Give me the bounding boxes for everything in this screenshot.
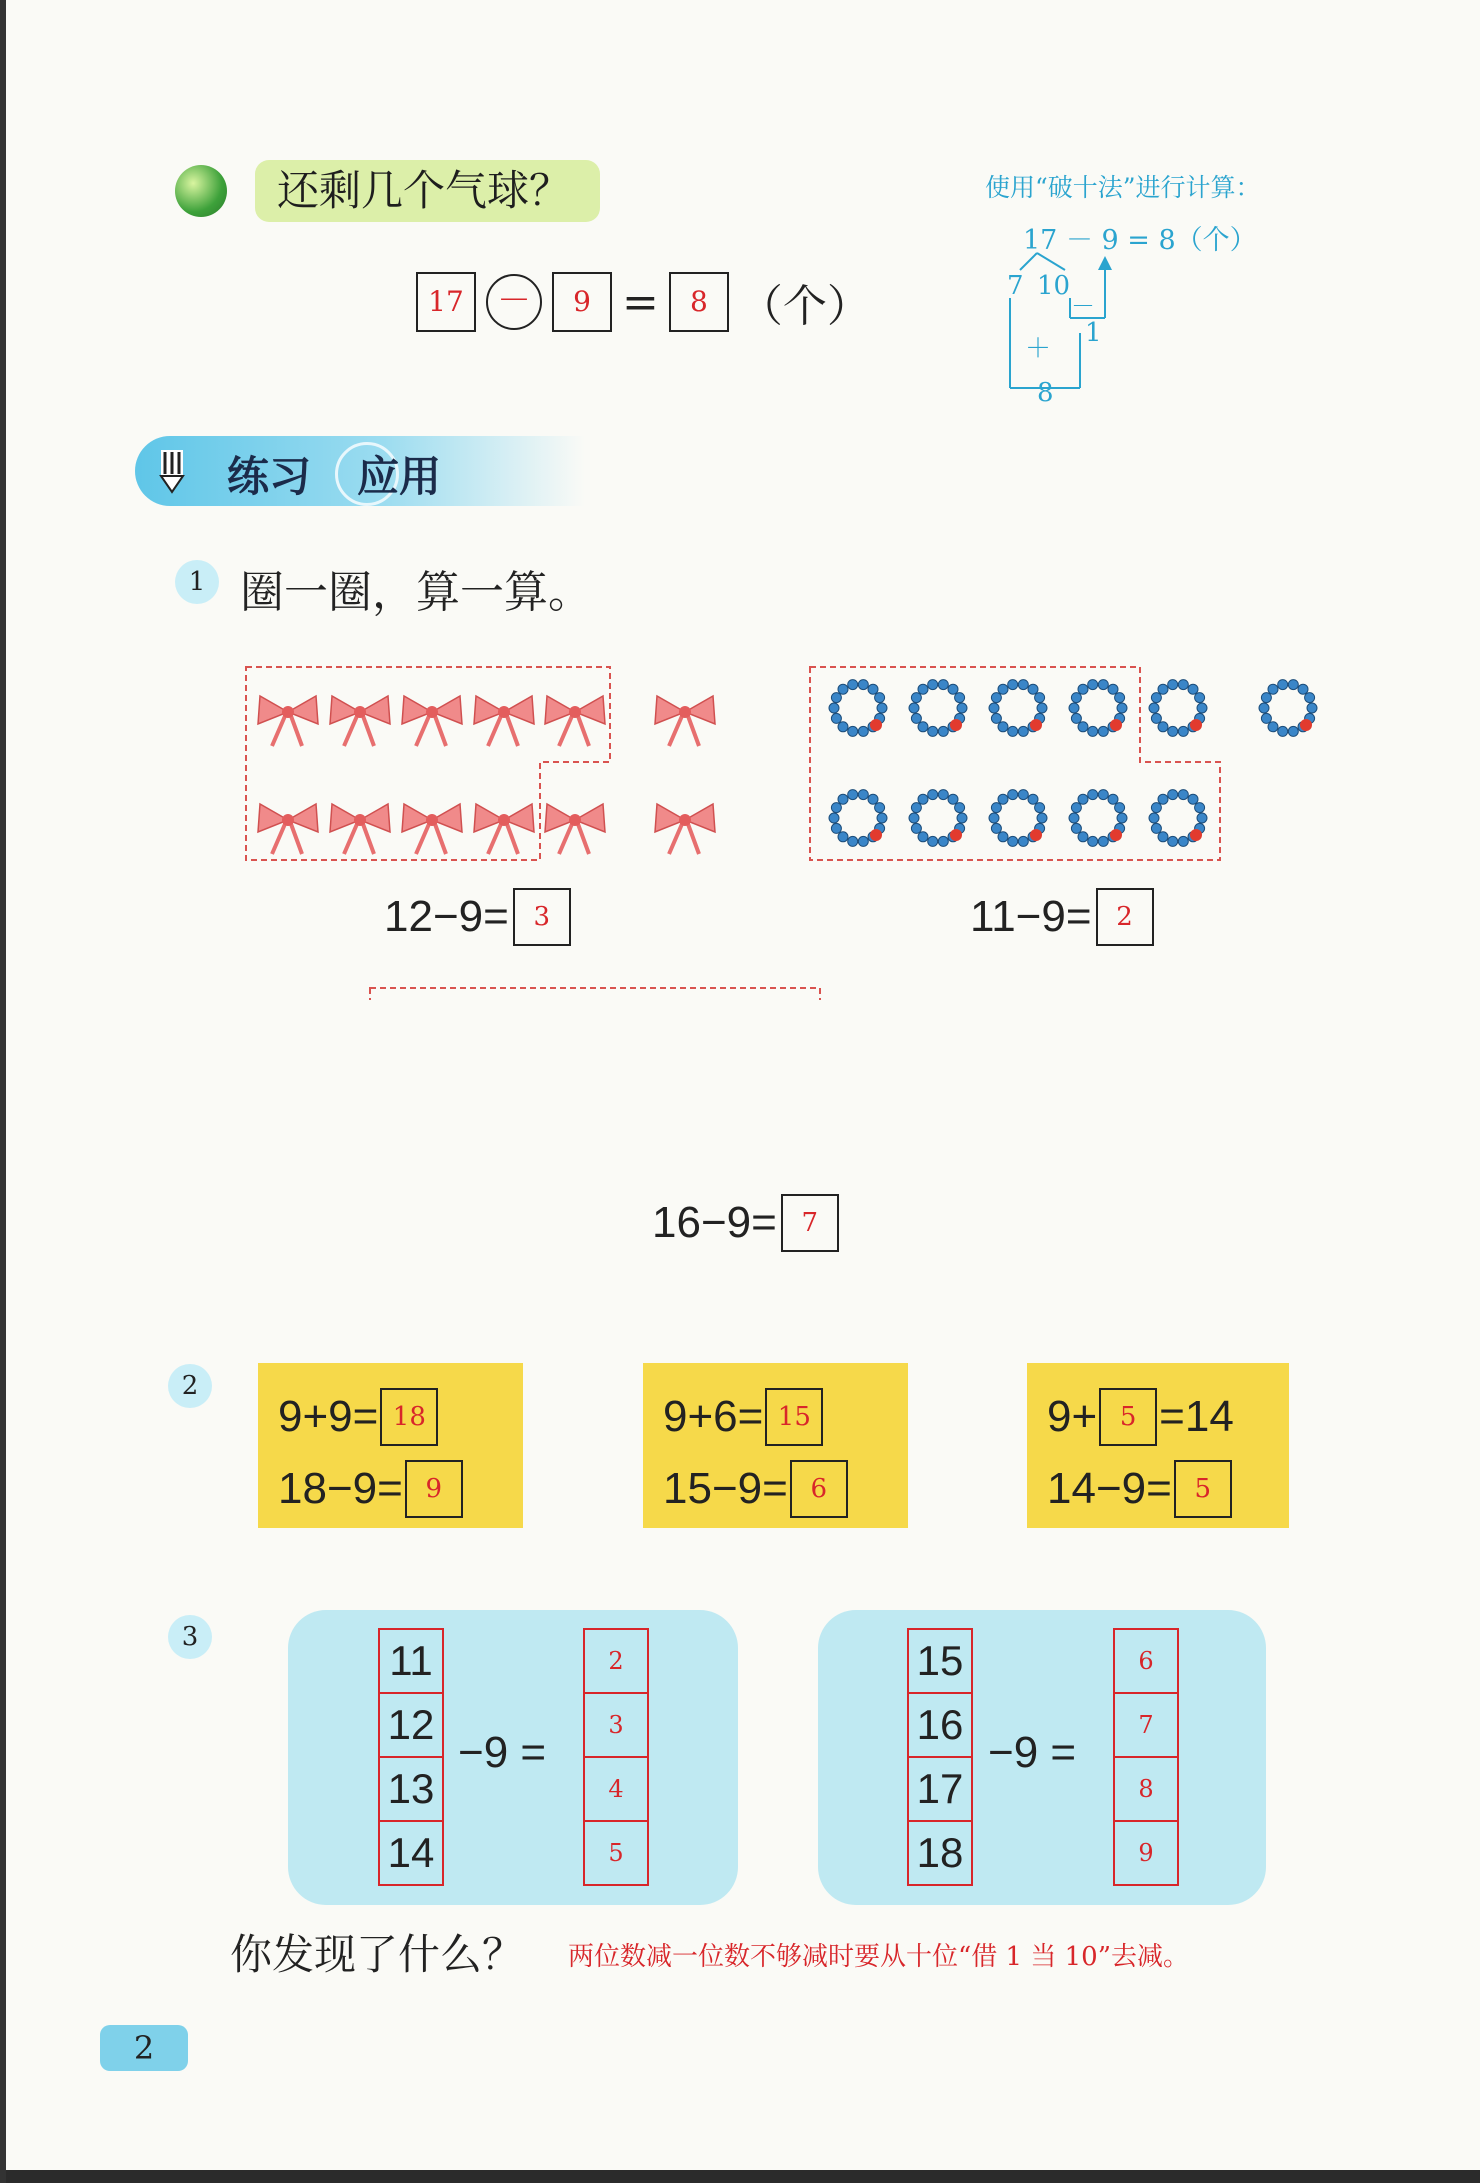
ex3-left-in-3: 13 [380, 1758, 442, 1822]
ex2-b3-ans2: 5 [1174, 1460, 1232, 1518]
ex3-right-ans-4: 9 [1138, 1839, 1154, 1867]
eq-b-box: 9 [552, 272, 612, 332]
flowers-equation [652, 1194, 839, 1252]
ex3-right-in-3: 17 [909, 1758, 971, 1822]
ex3-left-ans-4: 5 [608, 1839, 624, 1867]
hint-plus: ＋ [1025, 334, 1052, 364]
bow-icon [330, 696, 390, 746]
bead-ring-icon [1069, 680, 1127, 737]
eq-op-circle: － [486, 274, 542, 330]
bow-icon [474, 696, 534, 746]
rings-eq-text: 11−9= [970, 892, 1092, 941]
bow-icon [402, 804, 462, 854]
ex2-b1-ans1: 18 [380, 1388, 438, 1446]
bows-equation [384, 888, 571, 946]
ex2-box-3 [1027, 1363, 1289, 1528]
bead-ring-icon [1259, 680, 1317, 737]
ex1-number: 1 [175, 560, 219, 604]
hint-expression: 17 － 9 = 8（个） [1023, 225, 1257, 256]
bead-ring-icon [829, 790, 887, 847]
ex2-b1-l2: 18−9= [278, 1464, 403, 1513]
ex3-right-ans-2: 7 [1115, 1694, 1177, 1758]
eq-sign: = [622, 276, 659, 328]
ex3-right-inputs [907, 1628, 973, 1886]
page-left-edge [0, 0, 6, 2183]
bead-ring-icon [909, 790, 967, 847]
bead-ring-icon [1149, 680, 1207, 737]
bows-eq-text: 12−9= [384, 892, 509, 941]
bow-icon [330, 804, 390, 854]
page-number: 2 [100, 2025, 188, 2071]
bows-answer-box: 3 [513, 888, 571, 946]
banner-practice-label: 练习 [227, 453, 312, 500]
ex2-b2-l1: 9+6= [663, 1392, 764, 1441]
bead-ring-icon [1069, 790, 1127, 847]
bow-icon [545, 696, 605, 746]
bow-icon [655, 696, 715, 746]
ex1-prompt: 圈一圈，算一算。 [240, 567, 592, 618]
ex3-right-ans-3: 8 [1115, 1758, 1177, 1822]
ex2-box-2 [643, 1363, 908, 1528]
bow-icon [402, 696, 462, 746]
ex2-box-1 [258, 1363, 523, 1528]
ex2-b3-l2: 14−9= [1047, 1464, 1172, 1513]
bead-ring-icon [909, 680, 967, 737]
hint-diff: 1 [1085, 318, 1102, 348]
discover-answer: 两位数减一位数不够减时要从十位“借 1 当 10”去减。 [568, 1942, 1190, 1972]
hint-sum: 8 [1037, 378, 1054, 408]
ex3-left-in-1: 11 [380, 1630, 442, 1694]
ex3-right-in-1: 15 [909, 1630, 971, 1694]
hint-split-a: 7 [1007, 271, 1024, 301]
flowers-eq-text: 16−9= [652, 1198, 777, 1247]
discover-question: 你发现了什么？ [230, 1930, 525, 1979]
bead-ring-icon [829, 680, 887, 737]
ex2-number: 2 [168, 1364, 212, 1408]
ex3-number: 3 [168, 1615, 212, 1659]
ex3-left-op: −9 = [458, 1728, 547, 1777]
hint-title: 使用“破十法”进行计算： [985, 173, 1261, 202]
ex3-right-answers [1113, 1628, 1179, 1886]
ex2-b1-ans2: 9 [405, 1460, 463, 1518]
ex3-left-ans-3: 4 [585, 1758, 647, 1822]
flowers-answer-box: 7 [781, 1194, 839, 1252]
ex2-b2-ans1: 15 [765, 1388, 823, 1446]
ex3-left-ans-1: 2 [585, 1630, 647, 1694]
bow-icon [474, 804, 534, 854]
ex3-left-in-4: 14 [387, 1829, 435, 1876]
eq-result-box: 8 [669, 272, 729, 332]
bead-ring-icon [989, 790, 1047, 847]
banner-apply-label: 应用 [357, 453, 442, 500]
bow-icon [258, 696, 318, 746]
bow-icon [258, 804, 318, 854]
page-bottom-edge [0, 2170, 1480, 2183]
ex3-left-in-2: 12 [380, 1694, 442, 1758]
bead-ring-icon [989, 680, 1047, 737]
bow-icon [545, 804, 605, 854]
ex2-b3-l1-tail: =14 [1159, 1392, 1234, 1441]
bead-ring-icon [1149, 790, 1207, 847]
ex3-right-in-2: 16 [909, 1694, 971, 1758]
ex3-left-inputs [378, 1628, 444, 1886]
ex2-b3-l1: 9+ [1047, 1392, 1098, 1441]
ex2-b2-l2: 15−9= [663, 1464, 788, 1513]
ex3-right-op: −9 = [988, 1728, 1077, 1777]
bows-group [0, 0, 1480, 1000]
section-title: 还剩几个气球？ [255, 160, 600, 222]
eq-a-box: 17 [416, 272, 476, 332]
ex2-b3-ans1: 5 [1099, 1388, 1157, 1446]
rings-answer-box: 2 [1096, 888, 1154, 946]
hint-minus: － [1071, 292, 1095, 320]
flowers-circle-outline [370, 988, 820, 1000]
bow-icon [655, 804, 715, 854]
ex2-b2-ans2: 6 [790, 1460, 848, 1518]
ex3-right-in-4: 18 [916, 1829, 964, 1876]
eq-unit: （个） [738, 281, 871, 332]
hint-split-b: 10 [1037, 271, 1071, 301]
ex3-left-answers [583, 1628, 649, 1886]
ex2-b1-l1: 9+9= [278, 1392, 379, 1441]
ex3-right-ans-1: 6 [1115, 1630, 1177, 1694]
rings-equation [970, 888, 1154, 946]
ex3-left-ans-2: 3 [585, 1694, 647, 1758]
